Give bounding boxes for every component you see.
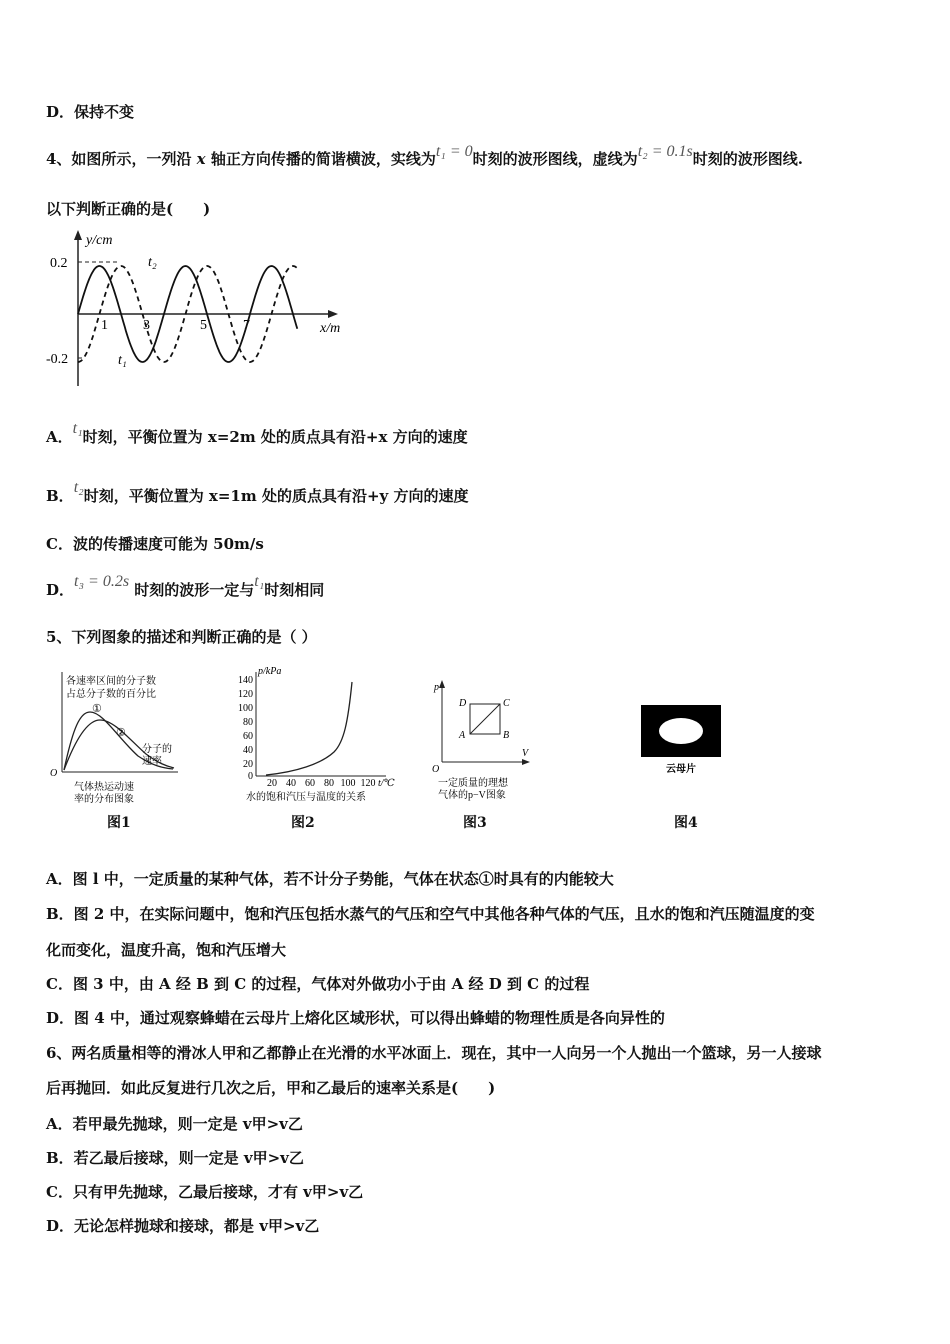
fig2-ytick-140: 140	[238, 675, 253, 686]
q6-stem-line1: 6、两名质量相等的滑冰人甲和乙都静止在光滑的水平冰面上．现在，其中一人向另一个人抛出一个篮球，另一人接球	[46, 1044, 822, 1062]
label-t2: t₂	[148, 255, 157, 270]
fig3-diagonal	[470, 704, 500, 734]
xtick-7: 7	[243, 318, 250, 333]
q4-option-a	[46, 420, 468, 449]
q5-stem: 5、下列图象的描述和判断正确的是（ ）	[46, 628, 317, 646]
q5-option-d: D．图 4 中，通过观察蜂蜡在云母片上熔化区域形状，可以得出蜂蜡的物理性质是各向异性的	[46, 1009, 665, 1027]
ytick-bottom: -0.2	[46, 352, 69, 367]
q4-stem-x: x	[196, 150, 206, 168]
x-label: x/m	[320, 321, 341, 336]
q4-stem-c: 时刻的波形图线，虚线为	[472, 150, 638, 168]
figure-2	[226, 662, 406, 808]
fig4-label: 云母片	[666, 764, 696, 775]
xtick-3: 3	[143, 318, 150, 333]
fig2-ylabel: p/kPa	[258, 666, 282, 677]
q4-a-t: t₁	[72, 420, 83, 437]
q6-option-c: C．只有甲先抛球，乙最后接球，才有 v甲>v乙	[46, 1183, 364, 1201]
q4-stem-a: 4、如图所示，一列沿	[46, 150, 197, 168]
x-axis-arrow-icon	[328, 310, 338, 318]
q4-d-prefix: D．	[46, 581, 75, 599]
q5-option-b-line2: 化而变化，温度升高，饱和汽压增大	[46, 941, 287, 959]
figure-3	[430, 676, 540, 804]
q4-d-text1: 时刻的波形一定与	[129, 581, 255, 599]
q4-t1-eq: t₁ = 0	[435, 143, 473, 160]
ytick-top: 0.2	[50, 256, 68, 271]
q5-option-c: C．图 3 中，由 A 经 B 到 C 的过程，气体对外做功小于由 A 经 D 到 C 的过程	[46, 975, 590, 993]
fig3-o-label: O	[432, 764, 440, 775]
fig4-melted-region	[659, 718, 703, 744]
fig1-curve2-label: ②	[116, 727, 126, 739]
q4-option-c: C．波的传播速度可能为 50m/s	[46, 535, 264, 553]
fig1-title2: 占总分子数的百分比	[66, 689, 156, 700]
q4-stem-b: 轴正方向传播的简谐横波，实线为	[205, 150, 436, 168]
fig2-xtick-120: 120	[360, 778, 376, 789]
fig1-caption: 图1	[107, 815, 131, 831]
fig1-note2: 率的分布图象	[74, 794, 134, 805]
fig3-y-arrow-icon	[439, 680, 445, 688]
q6-option-b: B．若乙最后接球，则一定是 v甲>v乙	[46, 1149, 304, 1167]
q6-stem-line2: 后再抛回．如此反复进行几次之后，甲和乙最后的速率关系是( )	[46, 1079, 496, 1097]
fig2-ytick-20: 20	[243, 759, 253, 770]
fig2-xlabel: t/℃	[378, 778, 395, 789]
q4-stem	[46, 143, 803, 171]
fig3-note1: 一定质量的理想	[438, 778, 508, 789]
fig2-ytick-60: 60	[243, 731, 253, 742]
fig3-c-label: C	[503, 698, 510, 709]
fig2-ytick-100: 100	[238, 703, 253, 714]
fig3-v-label: V	[522, 748, 529, 759]
q4-b-t: t₂	[73, 479, 84, 496]
fig2-ytick-40: 40	[243, 745, 253, 756]
fig3-b-label: B	[503, 730, 510, 741]
fig2-ytick-80: 80	[243, 717, 253, 728]
q4-b-prefix: B．	[46, 487, 74, 505]
fig1-title1: 各速率区间的分子数	[66, 676, 156, 687]
q4-option-b	[46, 479, 469, 508]
q6-option-d: D．无论怎样抛球和接球，都是 v甲>v乙	[46, 1217, 320, 1235]
fig2-note: 水的饱和汽压与温度的关系	[246, 792, 366, 803]
fig3-x-arrow-icon	[522, 759, 530, 765]
fig2-ytick-120: 120	[238, 689, 253, 700]
fig3-p-label: p	[434, 682, 439, 693]
fig2-curve	[266, 682, 352, 775]
fig1-origin: O	[50, 768, 58, 779]
figure-1	[48, 668, 188, 808]
q4-d-t1: t₁	[254, 573, 265, 590]
fig2-xtick-40: 40	[286, 778, 296, 789]
label-t1: t₁	[118, 353, 127, 368]
q4-t2-eq: t₂ = 0.1s	[637, 143, 693, 160]
fig2-xtick-20: 20	[267, 778, 277, 789]
q6-option-a: A．若甲最先抛球，则一定是 v甲>v乙	[46, 1115, 303, 1133]
q4-a-text: 时刻，平衡位置为 x=2m 处的质点具有沿+x 方向的速度	[82, 428, 468, 446]
fig1-curve1-label: ①	[92, 703, 102, 715]
fig2-xtick-60: 60	[305, 778, 315, 789]
q4-d-t3: t₃ = 0.2s	[74, 573, 130, 590]
q4-d-text2: 时刻相同	[264, 581, 325, 599]
y-axis-arrow-icon	[74, 230, 82, 240]
xtick-1: 1	[101, 318, 108, 333]
y-label: y/cm	[86, 233, 113, 248]
q5-option-b-line1: B．图 2 中，在实际问题中，饱和汽压包括水蒸气的气压和空气中其他各种气体的气压，且水的饱和汽压随温度的变	[46, 905, 815, 923]
q4-stem-d: 时刻的波形图线.	[692, 150, 803, 168]
q4-b-text: 时刻，平衡位置为 x=1m 处的质点具有沿+y 方向的速度	[83, 487, 469, 505]
fig2-xtick-80: 80	[324, 778, 334, 789]
fig2-caption: 图2	[291, 815, 315, 831]
fig1-note1: 气体热运动速	[74, 782, 134, 793]
fig2-ytick-0: 0	[248, 771, 253, 782]
q4-a-prefix: A．	[46, 428, 73, 446]
fig2-xtick-100: 100	[340, 778, 356, 789]
fig4-caption: 图4	[674, 815, 698, 831]
wave-graph	[40, 228, 360, 388]
q5-option-a: A．图 l 中，一定质量的某种气体，若不计分子势能，气体在状态①时具有的内能较大	[46, 870, 614, 888]
figure-4	[640, 704, 724, 776]
fig3-note2: 气体的p−V图象	[438, 790, 506, 801]
fig3-d-label: D	[459, 698, 467, 709]
fig1-xlabel2: 速率	[142, 756, 162, 767]
xtick-5: 5	[200, 318, 207, 333]
fig1-xlabel1: 分子的	[142, 744, 172, 755]
q4-stem2: 以下判断正确的是( )	[46, 200, 211, 218]
fig3-a-label: A	[459, 730, 466, 741]
fig3-caption: 图3	[463, 815, 487, 831]
q4-option-d	[46, 573, 325, 602]
q3-option-d: D．保持不变	[46, 103, 135, 121]
